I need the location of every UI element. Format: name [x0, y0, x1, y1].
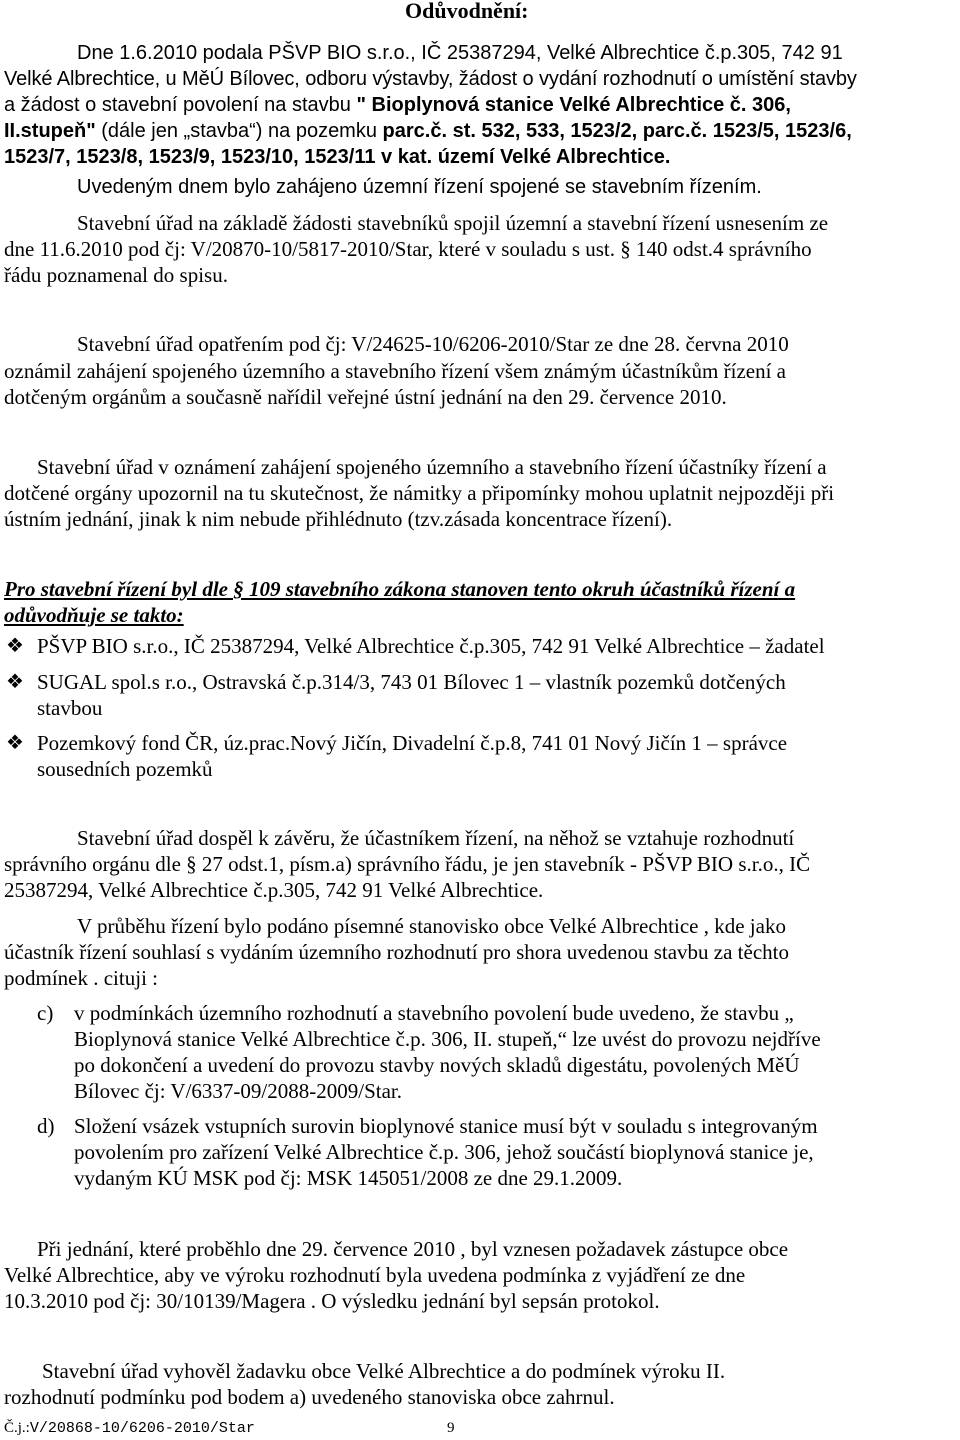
item-line: v podmínkách územního rozhodnutí a stavebního povolení bude uvedeno, že stavbu „	[74, 1001, 794, 1025]
p2-line: Uvedeným dnem bylo zahájeno územní řízení spojené se stavebním řízením.	[77, 176, 762, 198]
p8-line: V průběhu řízení bylo podáno písemné stanovisko obce Velké Albrechtice , kde jako	[77, 914, 786, 938]
p7-line: správního orgánu dle § 27 odst.1, písm.a) správního řádu, je jen stavebník - PŠVP BIO s.r.o., IČ	[4, 852, 811, 876]
diamond-bullet-icon: ❖	[6, 732, 24, 754]
item-line: Složení vsázek vstupních surovin bioplynové stanice musí být v souladu s integrovaným	[74, 1114, 818, 1138]
footer-ref-number: V/20868-10/6206-2010/Star	[29, 1420, 255, 1437]
bullet-line: SUGAL spol.s r.o., Ostravská č.p.314/3, 743 01 Bílovec 1 – vlastník pozemků dotčených	[37, 670, 786, 694]
p7-line: Stavební úřad dospěl k závěru, že účastníkem řízení, na něhož se vztahuje rozhodnutí	[77, 826, 795, 850]
participants-heading: Pro stavební řízení byl dle § 109 stavebního zákona stanoven tento okruh účastníků řízení a	[4, 577, 796, 601]
p5-line: dotčené orgány upozornil na tu skutečnost, že námitky a připomínky mohou uplatnit nejpozději při	[4, 481, 835, 505]
text: II.stupeň"	[4, 120, 96, 142]
p10-line: Stavební úřad vyhověl žadavku obce Velké Albrechtice a do podmínek výroku II.	[42, 1359, 726, 1383]
bullet-line: sousedních pozemků	[37, 757, 213, 781]
footer-ref-label: Č.j.:	[4, 1420, 30, 1436]
participants-heading: odůvodňuje se takto:	[4, 603, 184, 627]
p3-line: dne 11.6.2010 pod čj: V/20870-10/5817-2010/Star, které v souladu s ust. § 140 odst.4 správního	[4, 237, 812, 261]
p8-line: podmínek . cituji :	[4, 966, 158, 990]
p4-line: oznámil zahájení spojeného územního a stavebního řízení všem známým účastníkům řízení a	[4, 359, 786, 383]
p8-line: účastník řízení souhlasí s vydáním územního rozhodnutí pro shora uvedenou stavbu za těchto	[4, 940, 789, 964]
p7-line: 25387294, Velké Albrechtice č.p.305, 742 91 Velké Albrechtice.	[4, 878, 544, 902]
item-label: d)	[37, 1114, 55, 1138]
item-label: c)	[37, 1001, 54, 1025]
p1-line	[4, 92, 791, 118]
heading: Odůvodnění:	[405, 0, 529, 23]
p3-line: řádu poznamenal do spisu.	[4, 263, 228, 287]
p5-line: Stavební úřad v oznámení zahájení spojeného územního a stavebního řízení účastníky řízení a	[37, 455, 827, 479]
parcel-numbers: parc.č. st. 532, 533, 1523/2, parc.č. 1523/5, 1523/6,	[382, 120, 852, 142]
p9-line: 10.3.2010 pod čj: 30/10139/Magera . O výsledku jednání byl sepsán protokol.	[4, 1289, 660, 1313]
p4-line: Stavební úřad opatřením pod čj: V/24625-10/6206-2010/Star ze dne 28. června 2010	[77, 332, 789, 356]
project-name: " Bioplynová stanice Velké Albrechtice č. 306,	[356, 94, 791, 116]
p1-line	[4, 118, 852, 144]
bullet-line: stavbou	[37, 696, 103, 720]
p1-line: 1523/7, 1523/8, 1523/9, 1523/10, 1523/11 v kat. území Velké Albrechtice.	[4, 146, 671, 168]
p4-line: dotčeným orgánům a současně nařídil veřejné ústní jednání na den 29. července 2010.	[4, 385, 727, 409]
p9-line: Velké Albrechtice, aby ve výroku rozhodnutí byla uvedena podmínka z vyjádření ze dne	[4, 1263, 746, 1287]
item-line: povolením pro zařízení Velké Albrechtice č.p. 306, jehož součástí bioplynová stanice je,	[74, 1140, 814, 1164]
text: a žádost o stavební povolení na stavbu	[4, 94, 357, 116]
p10-line: rozhodnutí podmínku pod bodem a) uvedeného stanoviska obce zahrnul.	[4, 1385, 615, 1409]
page-number: 9	[447, 1420, 455, 1436]
p9-line: Při jednání, které proběhlo dne 29. července 2010 , byl vznesen požadavek zástupce obce	[37, 1237, 789, 1261]
diamond-bullet-icon: ❖	[6, 671, 24, 693]
text: (dále jen „stavba“) na pozemku	[95, 120, 383, 142]
p1-line	[4, 66, 956, 92]
item-line: po dokončení a uvedení do provozu stavby nových skladů digestátu, povolených MěÚ	[74, 1053, 800, 1077]
item-line: Bílovec čj: V/6337-09/2088-2009/Star.	[74, 1079, 403, 1103]
p1-line	[77, 40, 955, 66]
bullet-line: PŠVP BIO s.r.o., IČ 25387294, Velké Albrechtice č.p.305, 742 91 Velké Albrechtice – žadatel	[37, 634, 825, 658]
text: Velké Albrechtice, u MěÚ Bílovec, odboru výstavby, žádost o vydání rozhodnutí o umístění stavby	[4, 68, 857, 90]
bullet-line: Pozemkový fond ČR, úz.prac.Nový Jičín, Divadelní č.p.8, 741 01 Nový Jičín 1 – správce	[37, 731, 788, 755]
p5-line: ústním jednání, jinak k nim nebude přihlédnuto (tzv.zásada koncentrace řízení).	[4, 507, 673, 531]
text: Dne 1.6.2010 podala PŠVP BIO s.r.o., IČ 25387294, Velké Albrechtice č.p.305, 742 91	[77, 42, 843, 64]
diamond-bullet-icon: ❖	[6, 635, 24, 657]
footer-ref	[4, 1418, 255, 1439]
item-line: vydaným KÚ MSK pod čj: MSK 145051/2008 ze dne 29.1.2009.	[74, 1166, 623, 1190]
item-line: Bioplynová stanice Velké Albrechtice č.p. 306, II. stupeň,“ lze uvést do provozu nejdříve	[74, 1027, 821, 1051]
p3-line: Stavební úřad na základě žádosti stavebníků spojil územní a stavební řízení usnesením ze	[77, 211, 829, 235]
